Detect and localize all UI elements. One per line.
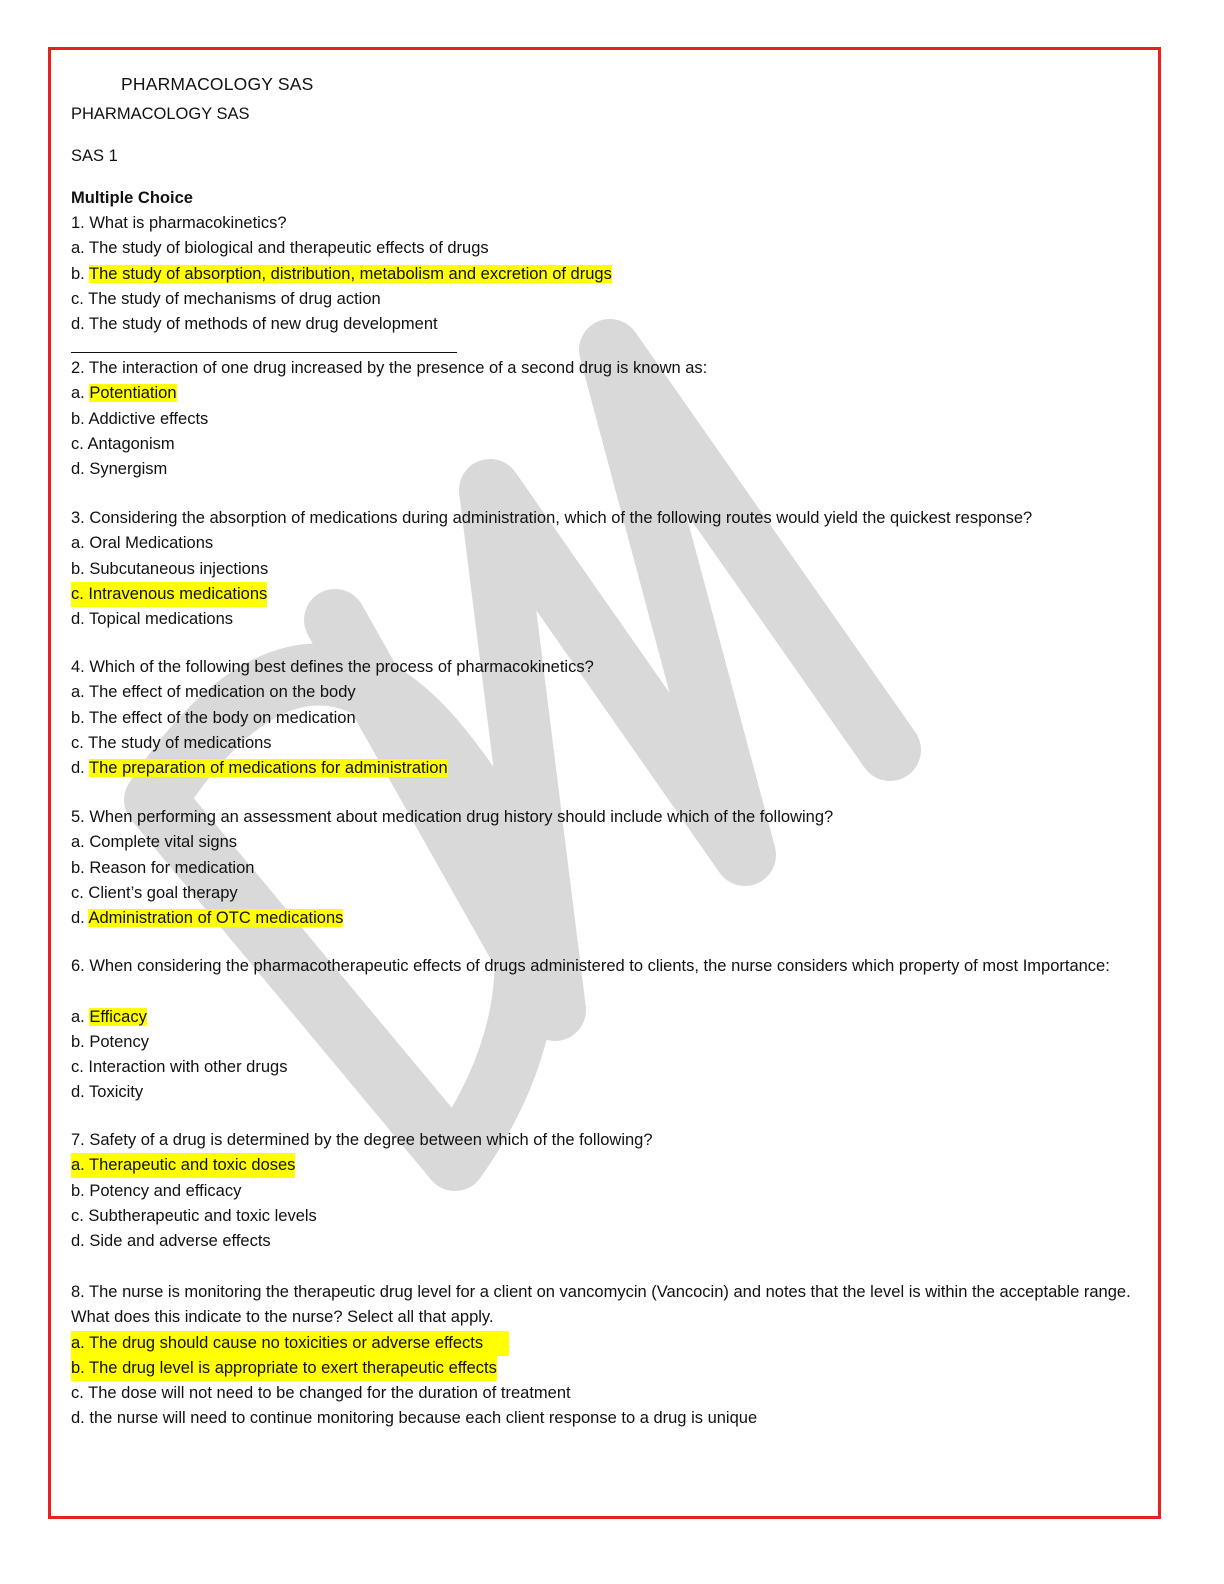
- option-text: The dose will not need to be changed for the duration of treatment: [88, 1384, 571, 1402]
- option-letter: a.: [71, 683, 90, 701]
- question-prompt: 8. The nurse is monitoring the therapeutic drug level for a client on vancomycin (Vancocin) and notes that the level is within the acceptable range. What does this indicate to the nurse? Select all that apply.: [71, 1283, 1131, 1326]
- option-text: Potency and efficacy: [89, 1182, 242, 1200]
- option-text: The study of mechanisms of drug action: [88, 290, 381, 308]
- answer-option: [71, 381, 177, 406]
- answer-option: [71, 1331, 509, 1356]
- option-letter: b.: [71, 560, 90, 578]
- option-letter: a.: [71, 1156, 90, 1174]
- option-letter: c.: [71, 734, 89, 752]
- option-text: The effect of the body on medication: [89, 709, 356, 727]
- option-letter: d.: [71, 759, 90, 777]
- question-prompt: 1. What is pharmacokinetics?: [71, 214, 287, 232]
- option-text: Subcutaneous injections: [89, 560, 269, 578]
- answer-option: [71, 457, 167, 482]
- question-prompt: 7. Safety of a drug is determined by the degree between which of the following?: [71, 1131, 653, 1149]
- option-letter: a.: [71, 833, 90, 851]
- option-letter: a.: [71, 239, 90, 257]
- answer-option: [71, 1229, 271, 1254]
- answer-option: [71, 236, 489, 261]
- option-letter: d.: [71, 1083, 90, 1101]
- answer-option: [71, 1055, 287, 1080]
- answer-option: [71, 1080, 143, 1105]
- answer-option: [71, 312, 438, 337]
- answer-option: [71, 531, 213, 556]
- option-letter: d.: [71, 460, 90, 478]
- answer-option: [71, 607, 233, 632]
- option-text: Subtherapeutic and toxic levels: [88, 1207, 317, 1225]
- section-heading: SAS 1: [71, 147, 118, 165]
- option-text: The study of methods of new drug development: [89, 315, 438, 333]
- answer-option: [71, 731, 272, 756]
- option-letter: c.: [71, 435, 88, 453]
- answer-option: [71, 1356, 497, 1381]
- option-letter: a.: [71, 1334, 90, 1352]
- answer-option: [71, 1153, 295, 1178]
- answer-option: [71, 856, 254, 881]
- option-text: Complete vital signs: [89, 833, 238, 851]
- option-letter: d.: [71, 1232, 90, 1250]
- option-text: The study of medications: [88, 734, 272, 752]
- answer-option: [71, 582, 267, 607]
- highlighted-answer: Intravenous medications: [88, 585, 268, 603]
- option-letter: a.: [71, 1008, 90, 1026]
- answer-option: [71, 1030, 149, 1055]
- option-letter: d.: [71, 315, 90, 333]
- option-letter: c.: [71, 1207, 89, 1225]
- option-text: the nurse will need to continue monitoring because each client response to a drug is unique: [89, 1409, 758, 1427]
- option-text: Oral Medications: [89, 534, 214, 552]
- option-text: Side and adverse effects: [89, 1232, 271, 1250]
- highlighted-answer: The drug should cause no toxicities or adverse effects: [89, 1334, 484, 1352]
- answer-option: [71, 1381, 571, 1406]
- highlighted-answer: Potentiation: [89, 384, 177, 402]
- answer-option: [71, 706, 356, 731]
- highlighted-answer: The drug level is appropriate to exert therapeutic effects: [89, 1359, 497, 1377]
- answer-option: [71, 1406, 757, 1431]
- option-letter: b.: [71, 1359, 90, 1377]
- option-letter: c.: [71, 884, 89, 902]
- document-title: PHARMACOLOGY SAS: [121, 74, 314, 94]
- answer-option: [71, 432, 175, 457]
- answer-option: [71, 1005, 147, 1030]
- option-letter: a.: [71, 384, 90, 402]
- option-letter: d.: [71, 909, 89, 927]
- answer-option: [71, 906, 343, 931]
- highlighted-answer: Therapeutic and toxic doses: [89, 1156, 296, 1174]
- option-text: The effect of medication on the body: [89, 683, 356, 701]
- answer-option: [71, 407, 208, 432]
- answer-option: [71, 1204, 317, 1229]
- answer-option: [71, 1179, 241, 1204]
- option-letter: c.: [71, 585, 89, 603]
- answer-option: [71, 287, 381, 312]
- option-letter: b.: [71, 410, 89, 428]
- answer-option: [71, 756, 448, 781]
- option-letter: c.: [71, 290, 89, 308]
- highlighted-answer: Efficacy: [89, 1008, 147, 1026]
- divider-rule: [71, 352, 457, 353]
- option-letter: b.: [71, 859, 90, 877]
- document-subtitle: PHARMACOLOGY SAS: [71, 105, 250, 123]
- question-prompt: 3. Considering the absorption of medications during administration, which of the following routes would yield the quickest response?: [71, 509, 1033, 527]
- question-prompt: 5. When performing an assessment about medication drug history should include which of the following?: [71, 808, 834, 826]
- option-letter: d.: [71, 610, 90, 628]
- option-letter: b.: [71, 1182, 90, 1200]
- answer-option: [71, 881, 238, 906]
- highlighted-answer: The preparation of medications for administration: [89, 759, 448, 777]
- answer-option: [71, 830, 237, 855]
- highlighted-answer: Administration of OTC medications: [88, 909, 344, 927]
- option-text: Topical medications: [89, 610, 234, 628]
- option-text: Synergism: [89, 460, 168, 478]
- option-text: Addictive effects: [88, 410, 209, 428]
- option-letter: b.: [71, 1033, 90, 1051]
- option-text: Client’s goal therapy: [88, 884, 238, 902]
- option-letter: a.: [71, 534, 90, 552]
- answer-option: [71, 262, 612, 287]
- subsection-heading: Multiple Choice: [71, 189, 193, 207]
- answer-option: [71, 557, 268, 582]
- option-letter: c.: [71, 1058, 89, 1076]
- option-letter: d.: [71, 1409, 90, 1427]
- question-prompt: 4. Which of the following best defines the process of pharmacokinetics?: [71, 658, 594, 676]
- question-prompt: 2. The interaction of one drug increased by the presence of a second drug is known as:: [71, 359, 708, 377]
- option-text: Potency: [89, 1033, 149, 1051]
- option-text: Antagonism: [87, 435, 175, 453]
- highlighted-answer: The study of absorption, distribution, metabolism and excretion of drugs: [89, 265, 612, 283]
- option-text: Interaction with other drugs: [88, 1058, 288, 1076]
- answer-option: [71, 680, 356, 705]
- question-prompt: 6. When considering the pharmacotherapeutic effects of drugs administered to clients, the nurse considers which property of most Importance:: [71, 957, 1110, 975]
- option-text: Toxicity: [89, 1083, 144, 1101]
- option-letter: b.: [71, 709, 90, 727]
- option-text: The study of biological and therapeutic effects of drugs: [89, 239, 489, 257]
- option-text: Reason for medication: [89, 859, 255, 877]
- option-letter: b.: [71, 265, 90, 283]
- option-letter: c.: [71, 1384, 89, 1402]
